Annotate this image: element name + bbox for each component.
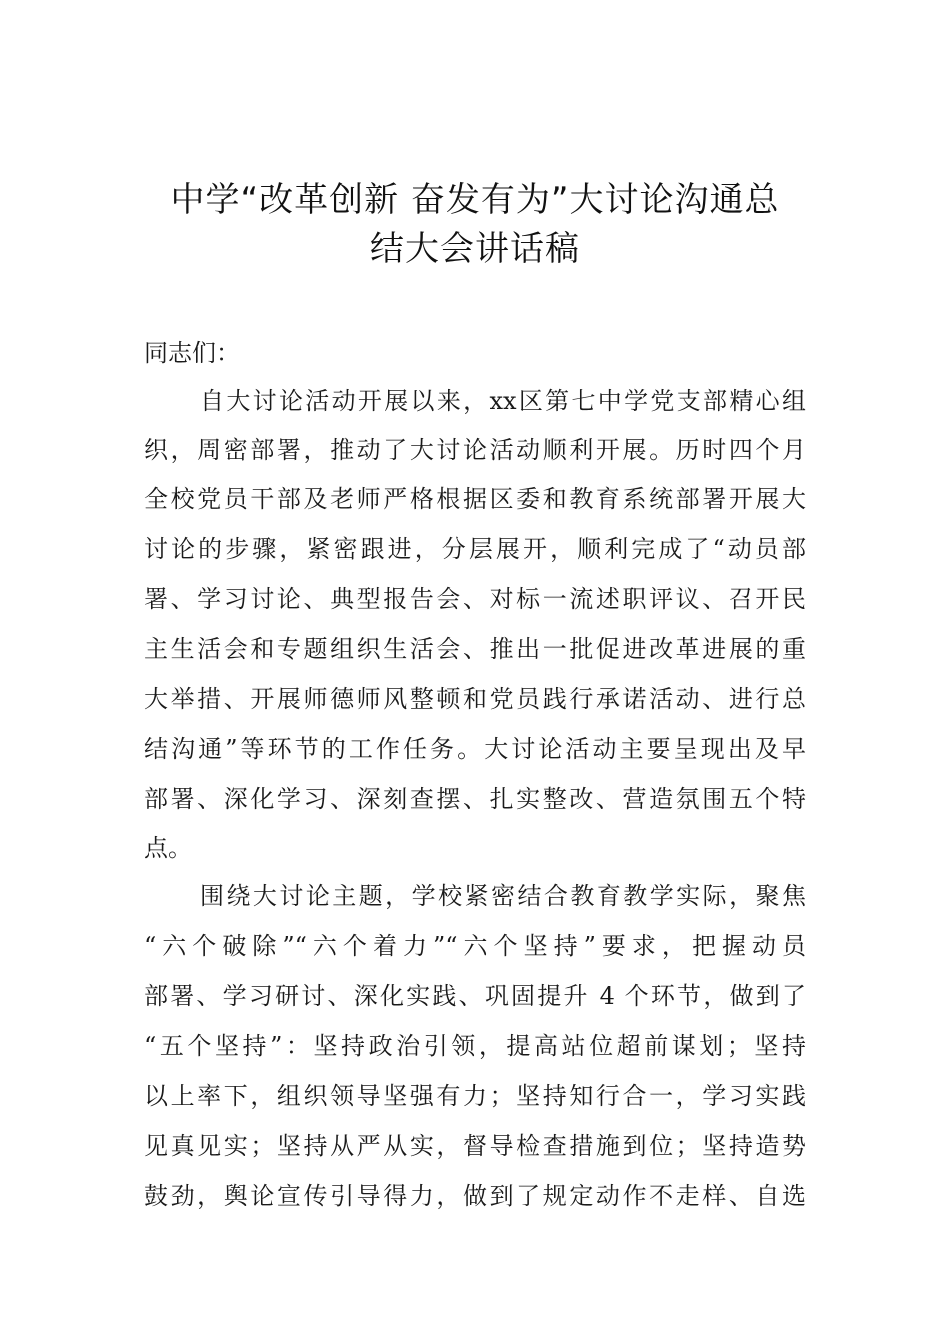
paragraph-line: “五个坚持”：坚持政治引领，提高站位超前谋划；坚持: [144, 1032, 806, 1060]
document-title-line-2: 结大会讲话稿: [370, 229, 580, 269]
document-title-line-1: 中学“改革创新 奋发有为”大讨论沟通总: [170, 180, 780, 220]
paragraph-line: 部署、学习研讨、深化实践、巩固提升 4 个环节，做到了: [144, 982, 806, 1010]
paragraph-line: 主生活会和专题组织生活会、推出一批促进改革进展的重: [144, 635, 806, 663]
paragraph-line: 讨论的步骤，紧密跟进，分层展开，顺利完成了“动员部: [144, 535, 806, 563]
paragraph-line: 织，周密部署，推动了大讨论活动顺利开展。历时四个月: [144, 436, 806, 464]
paragraph-line: 结沟通”等环节的工作任务。大讨论活动主要呈现出及早: [144, 735, 806, 763]
paragraph-line: 全校党员干部及老师严格根据区委和教育系统部署开展大: [144, 485, 806, 513]
salutation: 同志们：: [144, 339, 240, 367]
paragraph-line: 点。: [144, 834, 192, 862]
paragraph-line: 自大讨论活动开展以来，xx区第七中学党支部精心组: [200, 387, 806, 415]
paragraph-line: 大举措、开展师德师风整顿和党员践行承诺活动、进行总: [144, 685, 806, 713]
paragraph-line: 围绕大讨论主题，学校紧密结合教育教学实际，聚焦: [200, 882, 806, 910]
paragraph-line: 以上率下，组织领导坚强有力；坚持知行合一，学习实践: [144, 1082, 806, 1110]
paragraph-line: 鼓劲，舆论宣传引导得力，做到了规定动作不走样、自选: [144, 1182, 806, 1210]
paragraph-line: 署、学习讨论、典型报告会、对标一流述职评议、召开民: [144, 585, 806, 613]
paragraph-line: 见真见实；坚持从严从实，督导检查措施到位；坚持造势: [144, 1132, 806, 1160]
paragraph-line: “六个破除”“六个着力”“六个坚持”要求，把握动员: [144, 932, 806, 960]
paragraph-line: 部署、深化学习、深刻查摆、扎实整改、营造氛围五个特: [144, 785, 806, 813]
